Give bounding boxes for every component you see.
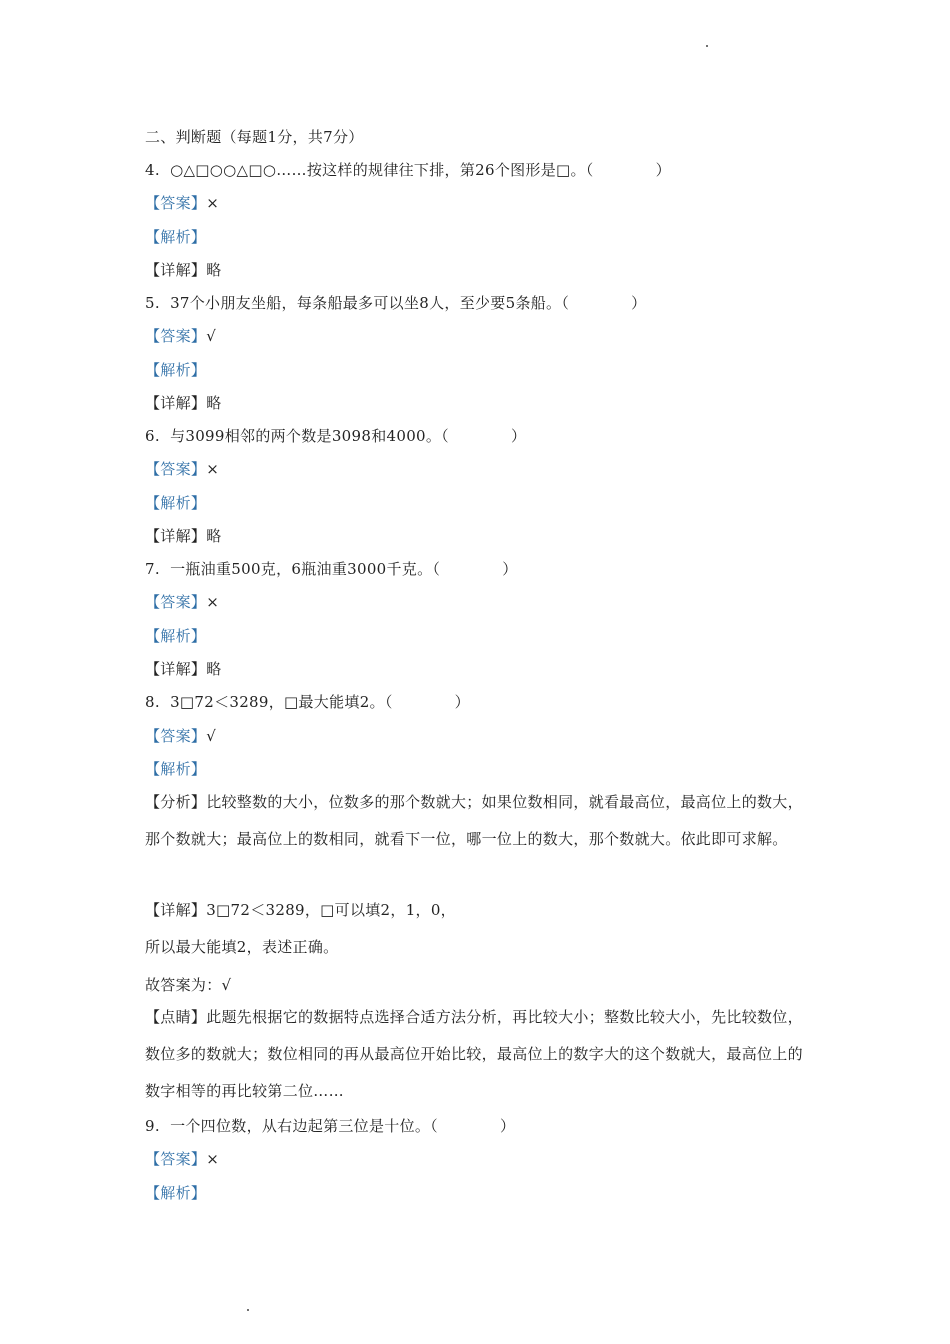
detail-8-cont: 所以最大能填2，表述正确。 xyxy=(145,938,339,956)
answer-4: 【答案】× xyxy=(145,194,220,212)
detail-4: 【详解】略 xyxy=(145,261,222,279)
detail-8: 【详解】3□72＜3289，□可以填2，1，0， xyxy=(145,901,456,919)
question-9: 9. 一个四位数，从右边起第三位是十位。（ ） xyxy=(145,1117,516,1135)
question-5: 5. 37个小朋友坐船，每条船最多可以坐8人，至少要5条船。（ ） xyxy=(145,294,647,312)
detail-5: 【详解】略 xyxy=(145,394,222,412)
section-title: 二、判断题（每题1分，共7分） xyxy=(145,128,364,146)
answer-8: 【答案】√ xyxy=(145,727,217,745)
detail-6: 【详解】略 xyxy=(145,527,222,545)
analysis-9: 【解析】 xyxy=(145,1184,207,1202)
final-answer-8: 故答案为：√ xyxy=(145,976,232,994)
header-dot xyxy=(706,45,708,47)
answer-5: 【答案】√ xyxy=(145,327,217,345)
answer-6: 【答案】× xyxy=(145,460,220,478)
question-6: 6. 与3099相邻的两个数是3098和4000。（ ） xyxy=(145,427,527,445)
fenxi-8: 【分析】比较整数的大小，位数多的那个数就大；如果位数相同，就看最高位，最高位上的数大，那个数就大；最高位上的数相同，就看下一位，哪一位上的数大，那个数就大。依此即可求解。 xyxy=(145,793,803,848)
footer-dot xyxy=(247,1309,249,1311)
dianjing-8: 【点睛】此题先根据它的数据特点选择合适方法分析，再比较大小；整数比较大小，先比较数位，数位多的数就大；数位相同的再从最高位开始比较，最高位上的数字大的这个数就大，最高位上的数字相等的再比较第二位…… xyxy=(145,1008,803,1100)
analysis-4: 【解析】 xyxy=(145,228,207,246)
answer-7: 【答案】× xyxy=(145,593,220,611)
answer-9: 【答案】× xyxy=(145,1150,220,1168)
question-4: 4. ○△□○○△□○……按这样的规律往下排，第26个图形是□。（ ） xyxy=(145,161,671,179)
analysis-6: 【解析】 xyxy=(145,494,207,512)
question-7: 7. 一瓶油重500克，6瓶油重3000千克。（ ） xyxy=(145,560,518,578)
analysis-8: 【解析】 xyxy=(145,760,207,778)
analysis-7: 【解析】 xyxy=(145,627,207,645)
analysis-5: 【解析】 xyxy=(145,361,207,379)
question-8: 8. 3□72＜3289，□最大能填2。（ ） xyxy=(145,693,470,711)
detail-7: 【详解】略 xyxy=(145,660,222,678)
